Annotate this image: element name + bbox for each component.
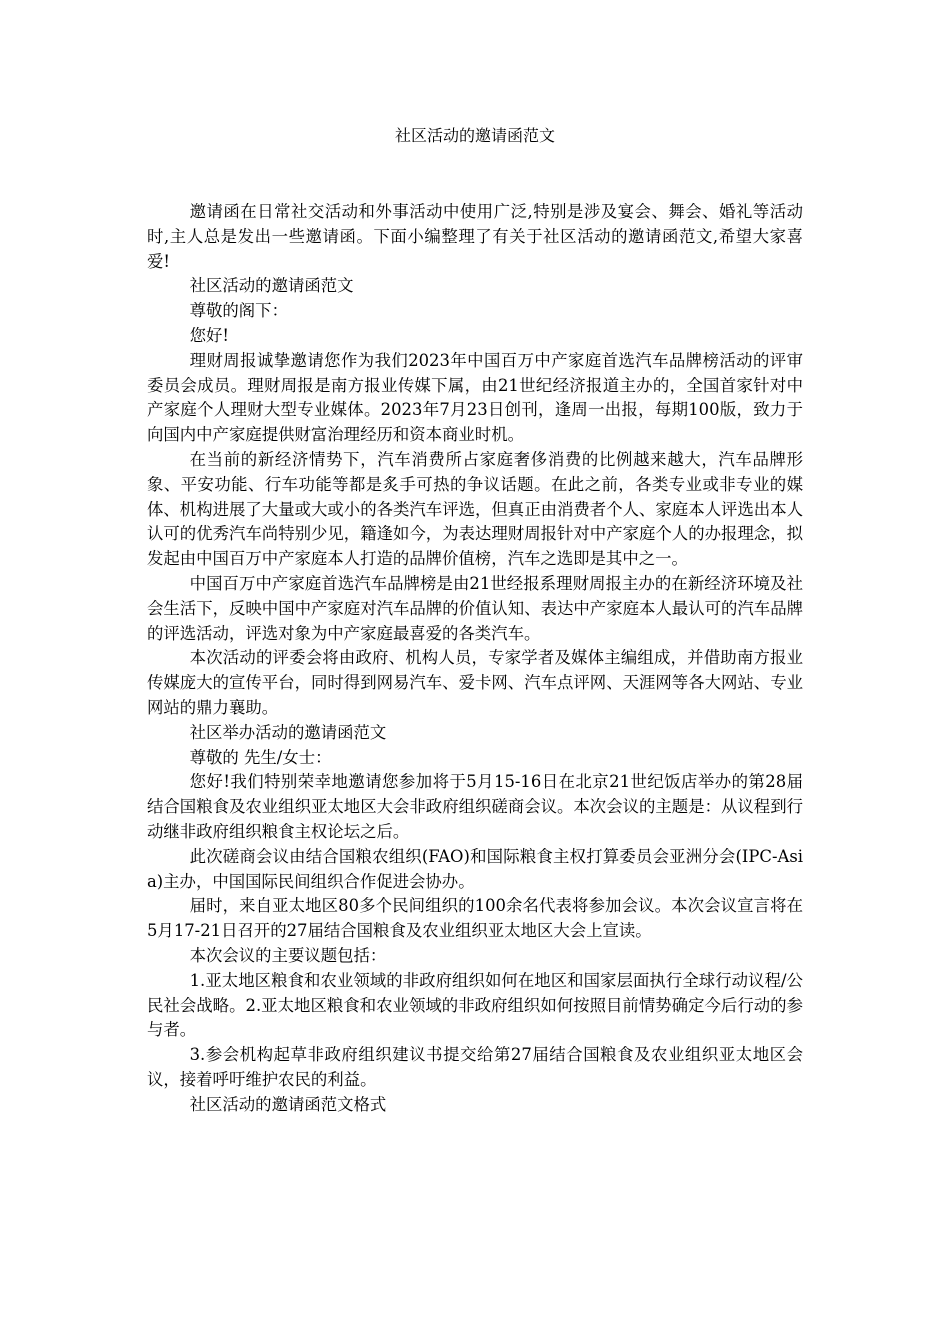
salutation: 尊敬的阁下： xyxy=(189,301,288,321)
greeting: 您好! xyxy=(189,325,229,345)
salutation: 尊敬的 先生/女士： xyxy=(189,747,332,767)
section-heading: 社区举办活动的邀请函范文 xyxy=(189,722,387,742)
paragraph: 中国百万中产家庭首选汽车品牌榜是由21世经报系理财周报主办的在新经济环境及社会生活下，反映中国中产家庭对汽车品牌的价值认知、表达中产家庭本人最认可的汽车品牌的评选活动，评选对象为中产家庭最喜爱的各类汽车。 xyxy=(147,573,803,643)
paragraph: 本次活动的评委会将由政府、机构人员，专家学者及媒体主编组成，并借助南方报业传媒庞大的宣传平台，同时得到网易汽车、爱卡网、汽车点评网、天涯网等各大网站、专业网站的鼎力襄助。 xyxy=(147,648,803,717)
document-title: 社区活动的邀请函范文 xyxy=(394,126,555,145)
section-heading: 社区活动的邀请函范文格式 xyxy=(189,1094,387,1114)
paragraph: 3.参会机构起草非政府组织建议书提交给第27届结合国粮食及农业组织亚太地区会议，接着呼吁维护农民的利益。 xyxy=(147,1045,803,1089)
paragraph: 1.亚太地区粮食和农业领域的非政府组织如何在地区和国家层面执行全球行动议程/公民社会战略。2.亚太地区粮食和农业领域的非政府组织如何按照目前情势确定今后行动的参与者。 xyxy=(147,970,803,1040)
paragraph-intro: 邀请函在日常社交活动和外事活动中使用广泛,特别是涉及宴会、舞会、婚礼等活动时,主人总是发出一些邀请函。下面小编整理了有关于社区活动的邀请函范文,希望大家喜爱! xyxy=(147,202,803,271)
paragraph: 您好!我们特别荣幸地邀请您参加将于5月15-16日在北京21世纪饭店举办的第28届结合国粮食及农业组织亚太地区大会非政府组织磋商会议。本次会议的主题是：从议程到行动继非政府组织粮食主权论坛之后。 xyxy=(147,772,803,841)
paragraph: 此次磋商会议由结合国粮农组织(FAO)和国际粮食主权打算委员会亚洲分会(IPC-Asia)主办，中国国际民间组织合作促进会协办。 xyxy=(147,846,803,891)
paragraph: 在当前的新经济情势下，汽车消费所占家庭奢侈消费的比例越来越大，汽车品牌形象、平安功能、行车功能等都是炙手可热的争议话题。在此之前，各类专业或非专业的媒体、机构进展了大量或大或小的各类汽车评选，但真正由消费者个人、家庭本人评选出本人认可的优秀汽车尚特别少见，籍逢如今，为表达理财周报针对中产家庭个人的办报理念，拟发起由中国百万中产家庭本人打造的品牌价值榜，汽车之选即是其中之一。 xyxy=(147,449,803,569)
paragraph: 届时，来自亚太地区80多个民间组织的100余名代表将参加会议。本次会议宣言将在5月17-21日召开的27届结合国粮食及农业组织亚太地区大会上宣读。 xyxy=(147,896,803,941)
paragraph: 理财周报诚挚邀请您作为我们2023年中国百万中产家庭首选汽车品牌榜活动的评审委员会成员。理财周报是南方报业传媒下属，由21世纪经济报道主办的，全国首家针对中产家庭个人理财大型专业媒体。2023年7月23日创刊，逢周一出报，每期100版，致力于向国内中产家庭提供财富治理经历和资本商业时机。 xyxy=(147,350,803,445)
section-heading: 社区活动的邀请函范文 xyxy=(189,276,354,296)
document-body xyxy=(147,200,803,1117)
paragraph: 本次会议的主要议题包括： xyxy=(189,945,387,965)
